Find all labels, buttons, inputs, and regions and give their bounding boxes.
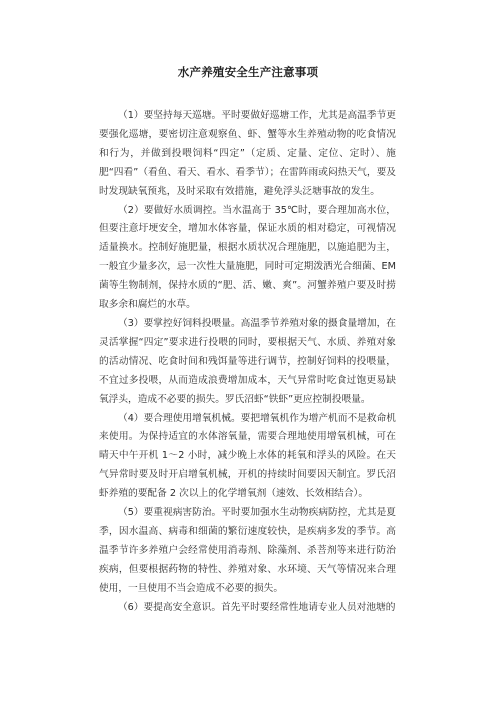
paragraph-2: （2）要做好水质调控。当水温高于 35℃时，要合理加高水位，但要注意圩埂安全，增加水体容量，保证水质的相对稳定，可视情况适量换水。控制好施肥量，根据水质状况合理施肥，以施追肥为主，一般宜少量多次，忌一次性大量施肥，同时可定期泼洒光合细菌、EM 菌等生物制剂，保持水质的“肥、活、嫩、爽”。河蟹养殖户要及时捞取多余和腐烂的水草。: [99, 204, 396, 311]
paragraph-3: （3）要掌控好饲料投喂量。高温季节养殖对象的摄食量增加，在灵活掌握“四定”要求进行投喂的同时，要根据天气、水质、养殖对象的活动情况、吃食时间和残饵量等进行调节，控制好饲料的投喂量，不宜过多投喂，从而造成浪费增加成本，天气异常时吃食过饱更易缺氧浮头，造成不必要的损失。罗氏沼虾“铁虾”更应控制投喂量。: [99, 317, 396, 405]
paragraph-6: （6）要提高安全意识。首先平时要经常性地请专业人员对池塘的: [118, 601, 396, 613]
paragraph-5: （5）要重视病害防治。平时要加强水生动物疾病防控，尤其是夏季，因水温高、病毒和细菌的繁衍速度较快，是疾病多发的季节。高温季节许多养殖户会经常使用消毒剂、除藻剂、杀菩剂等来进行防治疾病，但要根据药物的特性、养殖对象、水环境、天气等情况来合理使用，一旦使用不当会造成不必要的损失。: [99, 507, 396, 594]
paragraph-1: （1）要坚持每天巡塘。平时要做好巡塘工作，尤其是高温季节更要强化巡塘，要密切注意观察鱼、虾、蟹等水生养殖动物的吃食情况和行为，并做到投喂饲料“四定”（定质、定量、定位、定时）、施肥“四看”（看鱼、看天、看水、看季节）；在雷阵雨或闷热天气，要及时发现缺氧预兆，及时采取有效措施，避免浮头泛塘事故的发生。: [99, 110, 396, 197]
paragraph-4: （4）要合理使用增氧机械。要把增氧机作为增产机而不是救命机来使用。为保持适宜的水体溶氧量，需要合理地使用增氧机械，可在晴天中午开机 1～2 小时，减少晚上水体的耗氧和浮头的风险。在天气异常时要及时开启增氧机械，开机的持续时间要因天制宜。罗氏沼虾养殖的要配备 2 次以上的化学增氧剂（速效、长效相结合）。: [99, 412, 396, 500]
document-title: 水产养殖安全生产注意事项: [177, 65, 319, 79]
document-body: [99, 107, 396, 617]
